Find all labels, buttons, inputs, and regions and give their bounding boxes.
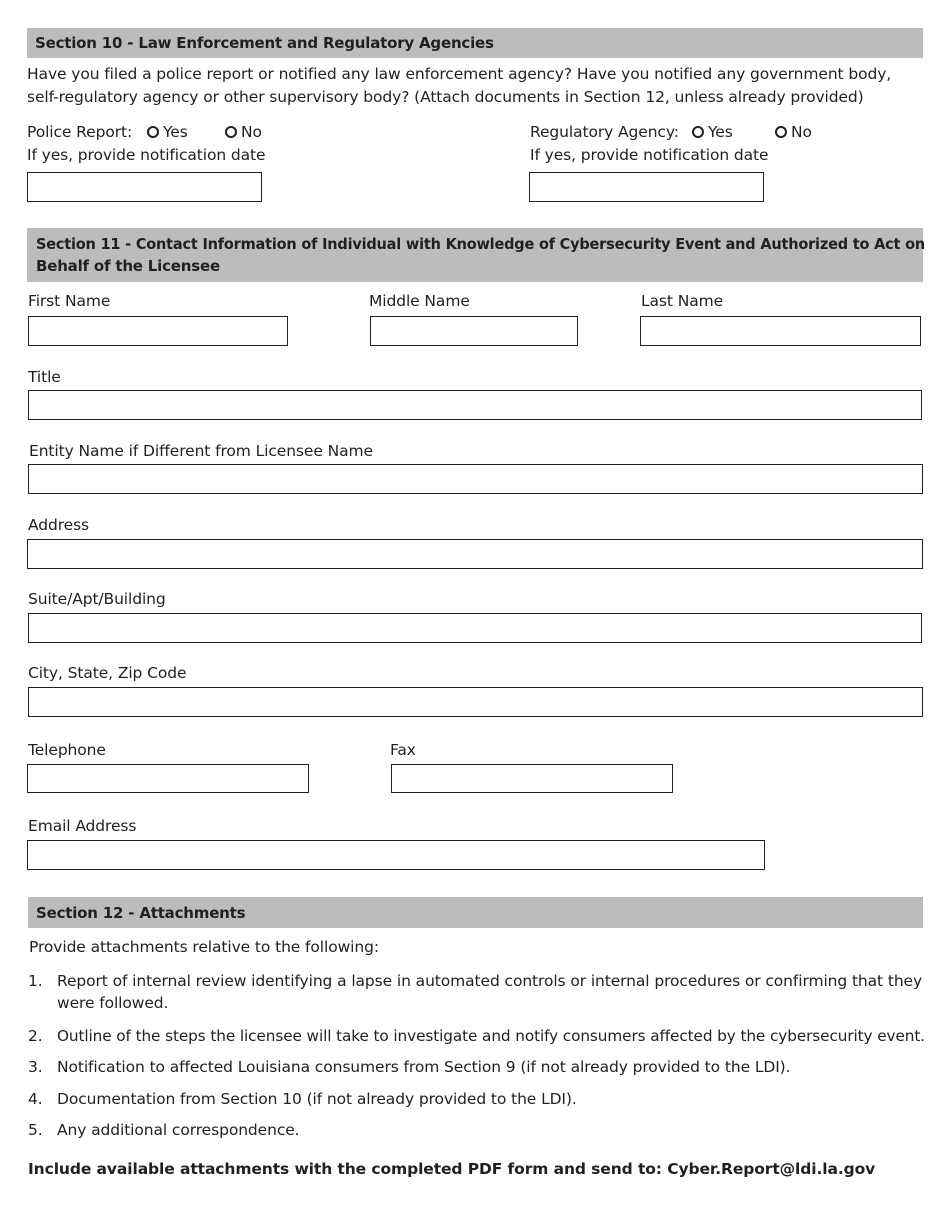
section-10-question-line2: self-regulatory agency or other supervisory body? (Attach documents in Section 12, unless already provided) [27, 88, 864, 106]
list-number: 5. [28, 1121, 43, 1139]
list-text-line1: Any additional correspondence. [57, 1121, 300, 1139]
regulatory-date-input[interactable] [529, 172, 764, 202]
email-label: Email Address [28, 817, 137, 835]
first-name-label: First Name [28, 292, 111, 310]
police-report-label: Police Report: [27, 123, 133, 141]
section-10-question-line1: Have you filed a police report or notified any law enforcement agency? Have you notified any government body, [27, 65, 892, 83]
section-12-intro: Provide attachments relative to the following: [29, 938, 379, 956]
list-text-line1: Notification to affected Louisiana consumers from Section 9 (if not already provided to the LDI). [57, 1058, 791, 1076]
address-label: Address [28, 516, 90, 534]
regulatory-no-label: No [791, 123, 812, 141]
suite-label: Suite/Apt/Building [28, 590, 166, 608]
title-label: Title [28, 368, 61, 386]
regulatory-yes-radio[interactable] [692, 126, 704, 138]
list-text-line1: Outline of the steps the licensee will take to investigate and notify consumers affected by the cybersecurity event. [57, 1027, 925, 1045]
police-yes-label: Yes [163, 123, 188, 141]
section-12-header [28, 897, 923, 928]
section-12-title: Section 12 - Attachments [36, 903, 246, 922]
list-number: 4. [28, 1090, 43, 1108]
section-11-title-line1: Section 11 - Contact Information of Individual with Knowledge of Cybersecurity Event and Authorized to Act on [36, 235, 925, 253]
city-state-zip-input[interactable] [28, 687, 923, 717]
address-input[interactable] [27, 539, 923, 569]
last-name-input[interactable] [640, 316, 921, 346]
section-10-title: Section 10 - Law Enforcement and Regulatory Agencies [35, 34, 494, 52]
regulatory-no-radio[interactable] [775, 126, 787, 138]
title-input[interactable] [28, 390, 922, 420]
list-text-line1: Report of internal review identifying a lapse in automated controls or internal procedures or confirming that they [57, 972, 923, 990]
submission-instruction: Include available attachments with the completed PDF form and send to: Cyber.Report@ldi.la.gov [28, 1160, 876, 1178]
section-11-header [27, 228, 923, 282]
police-date-input[interactable] [27, 172, 262, 202]
suite-input[interactable] [28, 613, 922, 643]
section-10-header [27, 28, 923, 58]
list-number: 2. [28, 1027, 43, 1045]
police-date-prompt: If yes, provide notification date [27, 146, 266, 164]
regulatory-yes-label: Yes [708, 123, 733, 141]
first-name-input[interactable] [28, 316, 288, 346]
entity-name-label: Entity Name if Different from Licensee Name [29, 442, 373, 460]
fax-label: Fax [390, 741, 416, 759]
list-text-line1: Documentation from Section 10 (if not already provided to the LDI). [57, 1090, 577, 1108]
telephone-label: Telephone [28, 741, 106, 759]
police-no-label: No [241, 123, 262, 141]
regulatory-date-prompt: If yes, provide notification date [530, 146, 769, 164]
list-number: 1. [28, 972, 43, 990]
telephone-input[interactable] [27, 764, 309, 793]
regulatory-agency-label: Regulatory Agency: [530, 123, 679, 141]
email-input[interactable] [27, 840, 765, 870]
fax-input[interactable] [391, 764, 673, 793]
city-state-zip-label: City, State, Zip Code [28, 664, 187, 682]
middle-name-input[interactable] [370, 316, 578, 346]
last-name-label: Last Name [641, 292, 724, 310]
police-no-radio[interactable] [225, 126, 237, 138]
entity-name-input[interactable] [28, 464, 923, 494]
middle-name-label: Middle Name [369, 292, 470, 310]
section-11-title-line2: Behalf of the Licensee [36, 257, 220, 275]
list-number: 3. [28, 1058, 43, 1076]
list-text-line2: were followed. [57, 994, 169, 1012]
police-yes-radio[interactable] [147, 126, 159, 138]
